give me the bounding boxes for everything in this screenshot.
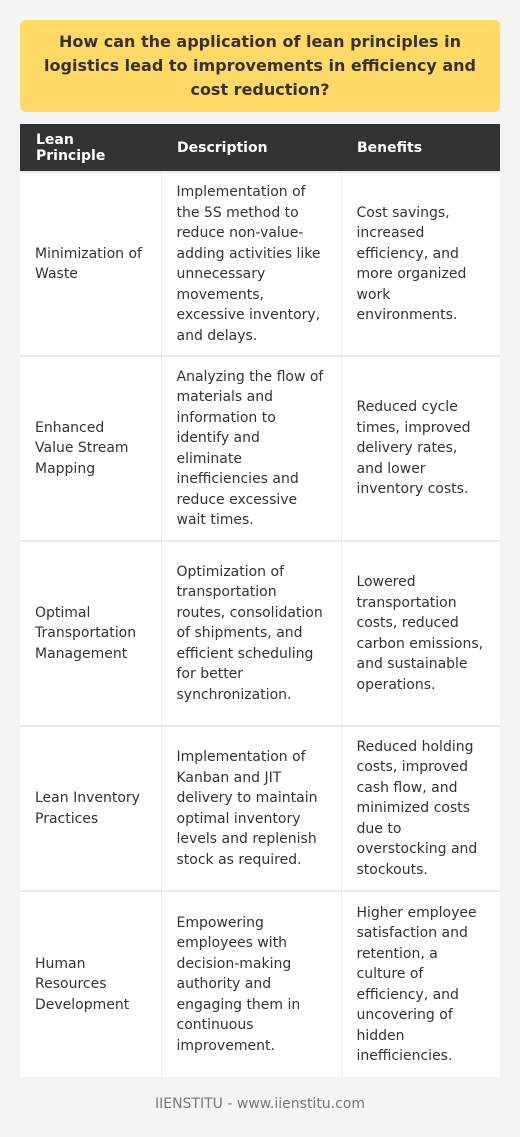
header-description: Description xyxy=(161,124,341,172)
cell-benefits: Cost savings, increased efficiency, and more organized work environments. xyxy=(341,172,500,356)
cell-principle: Lean Inventory Practices xyxy=(20,726,161,891)
header-benefits: Benefits xyxy=(341,124,500,172)
table-header-row xyxy=(20,124,500,172)
lean-principles-table xyxy=(20,124,500,1077)
cell-description: Empowering employees with decision-making authority and engaging them in continuous improvement. xyxy=(161,891,341,1077)
table-row xyxy=(20,172,500,356)
cell-benefits: Reduced holding costs, improved cash flow, and minimized costs due to overstocking and stockouts. xyxy=(341,726,500,891)
cell-benefits: Lowered transportation costs, reduced carbon emissions, and sustainable operations. xyxy=(341,541,500,726)
cell-benefits: Higher employee satisfaction and retention, a culture of efficiency, and uncovering of hidden inefficiencies. xyxy=(341,891,500,1077)
page-title: How can the application of lean principles in logistics lead to improvements in efficiency and cost reduction? xyxy=(44,32,476,99)
footer-credit: IIENSTITU - www.iienstitu.com xyxy=(154,1096,366,1112)
cell-principle: Enhanced Value Stream Mapping xyxy=(20,356,161,541)
cell-description: Analyzing the flow of materials and information to identify and eliminate inefficiencies and reduce excessive wait times. xyxy=(161,356,341,541)
table-row xyxy=(20,726,500,891)
cell-description: Implementation of the 5S method to reduce non-value-adding activities like unnecessary movements, excessive inventory, and delays. xyxy=(161,172,341,356)
table-row xyxy=(20,356,500,541)
cell-benefits: Reduced cycle times, improved delivery rates, and lower inventory costs. xyxy=(341,356,500,541)
table-row xyxy=(20,891,500,1077)
cell-description: Optimization of transportation routes, consolidation of shipments, and efficient scheduling for better synchronization. xyxy=(161,541,341,726)
cell-description: Implementation of Kanban and JIT delivery to maintain optimal inventory levels and replenish stock as required. xyxy=(161,726,341,891)
table-row xyxy=(20,541,500,726)
title-banner xyxy=(20,20,500,112)
header-lean-principle: Lean Principle xyxy=(20,124,161,172)
lean-principles-table-container xyxy=(20,124,500,1077)
cell-principle: Optimal Transportation Management xyxy=(20,541,161,726)
cell-principle: Minimization of Waste xyxy=(20,172,161,356)
cell-principle: Human Resources Development xyxy=(20,891,161,1077)
